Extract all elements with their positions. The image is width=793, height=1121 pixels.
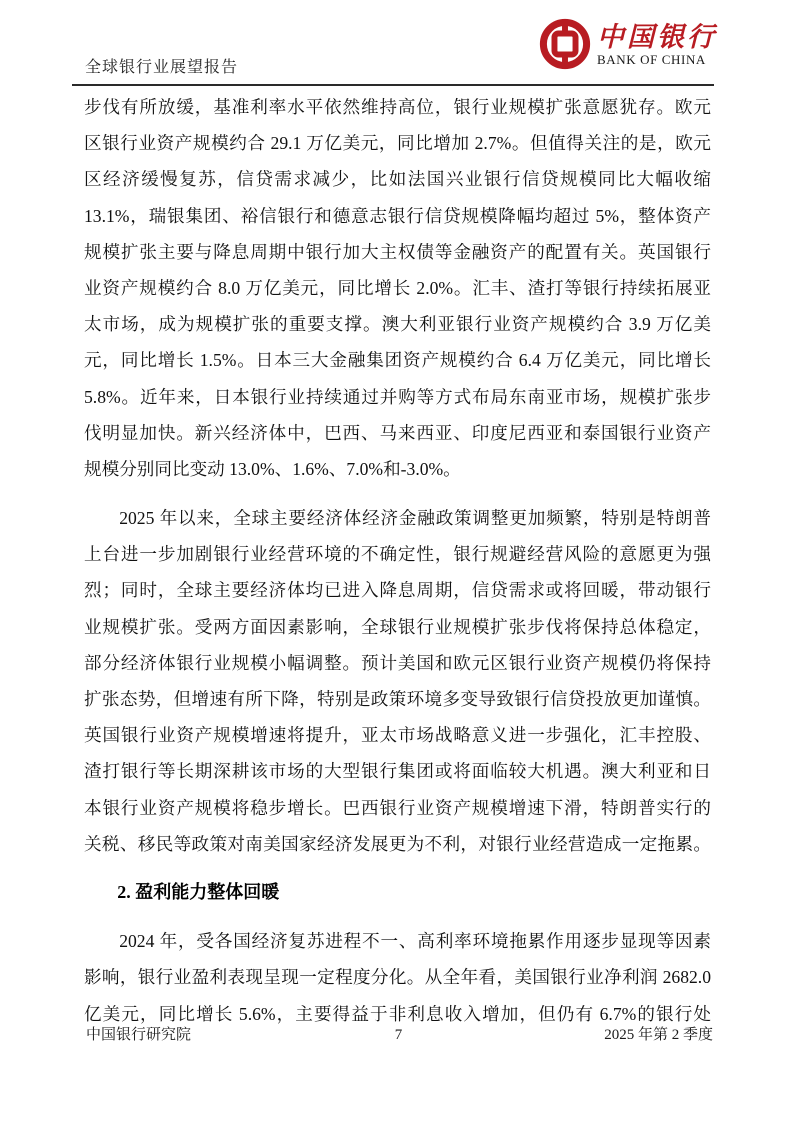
- text-line: 伐明显加快。新兴经济体中，巴西、马来西亚、印度尼西亚和泰国银行业资产: [84, 422, 711, 443]
- text-line: 5.8%。近年来，日本银行业持续通过并购等方式布局东南亚市场，规模扩张步: [84, 386, 711, 407]
- page-footer: [84, 1024, 713, 1046]
- logo-wordmark: [597, 22, 717, 67]
- text-line: 步伐有所放缓，基准利率水平依然维持高位，银行业规模扩张意愿犹存。欧元: [84, 97, 711, 117]
- bank-of-china-logo: [538, 17, 717, 71]
- text-line: 业资产规模约合 8.0 万亿美元，同比增长 2.0%。汇丰、渣打等银行持续拓展亚: [84, 277, 711, 298]
- text-line: 关税、移民等政策对南美国家经济发展更为不利，对银行业经营造成一定拖累。: [84, 833, 711, 854]
- text-line: 区经济缓慢复苏，信贷需求减少，比如法国兴业银行信贷规模同比大幅收缩: [84, 169, 711, 190]
- text-line: 规模分别同比变动 13.0%、1.6%、7.0%和-3.0%。: [84, 458, 461, 479]
- text-line: 亿美元，同比增长 5.6%，主要得益于非利息收入增加，但仍有 6.7%的银行处: [84, 1003, 711, 1024]
- text-line: 2024 年，受各国经济复苏进程不一、高利率环境拖累作用逐步显现等因素: [119, 931, 711, 952]
- paragraph: [84, 500, 711, 862]
- header-divider: [72, 84, 714, 86]
- text-line: 扩张态势，但增速有所下降，特别是政策环境多变导致银行信贷投放更加谨慎。: [84, 689, 711, 709]
- paragraph: [84, 923, 711, 1032]
- text-line: 渣打银行等长期深耕该市场的大型银行集团或将面临较大机遇。澳大利亚和日: [84, 761, 711, 782]
- logo-english-name: BANK OF CHINA: [597, 51, 706, 67]
- document-body: [84, 89, 711, 1032]
- text-line: 上台进一步加剧银行业经营环境的不确定性，银行规避经营风险的意愿更为强: [84, 544, 711, 565]
- text-line: 本银行业资产规模将稳步增长。巴西银行业资产规模增速下滑，特朗普实行的: [84, 797, 711, 818]
- text-line: 业规模扩张。受两方面因素影响，全球银行业规模扩张步伐将保持总体稳定，: [84, 616, 711, 637]
- section-heading: 2. 盈利能力整体回暖: [117, 881, 280, 902]
- text-line: 英国银行业资产规模增速将提升，亚太市场战略意义进一步强化，汇丰控股、: [84, 725, 711, 746]
- footer-institute: 中国银行研究院: [86, 1027, 192, 1043]
- text-line: 部分经济体银行业规模小幅调整。预计美国和欧元区银行业资产规模仍将保持: [84, 652, 711, 673]
- logo-chinese-name: 中国银行: [597, 21, 717, 52]
- text-line: 影响，银行业盈利表现呈现一定程度分化。从全年看，美国银行业净利润 2682.0: [84, 967, 711, 988]
- text-line: 元，同比增长 1.5%。日本三大金融集团资产规模约合 6.4 万亿美元，同比增长: [84, 350, 711, 371]
- text-line: 13.1%，瑞银集团、裕信银行和德意志银行信贷规模降幅均超过 5%，整体资产: [84, 205, 711, 226]
- paragraph: [84, 89, 711, 487]
- text-line: 区银行业资产规模约合 29.1 万亿美元，同比增加 2.7%。但值得关注的是，欧元: [84, 133, 711, 154]
- report-title: 全球银行业展望报告: [85, 59, 239, 76]
- text-line: 2025 年以来，全球主要经济体经济金融政策调整更加频繁，特别是特朗普: [119, 508, 711, 529]
- boc-coin-emblem-icon: [538, 17, 592, 71]
- page-number: 7: [394, 1027, 403, 1043]
- text-line: 规模扩张主要与降息周期中银行加大主权债等金融资产的配置有关。英国银行: [84, 241, 711, 262]
- text-line: 太市场，成为规模扩张的重要支撑。澳大利亚银行业资产规模约合 3.9 万亿美: [84, 314, 711, 335]
- text-line: 烈；同时，全球主要经济体均已进入降息周期，信贷需求或将回暖，带动银行: [84, 580, 711, 601]
- footer-quarter: 2025 年第 2 季度: [604, 1027, 713, 1043]
